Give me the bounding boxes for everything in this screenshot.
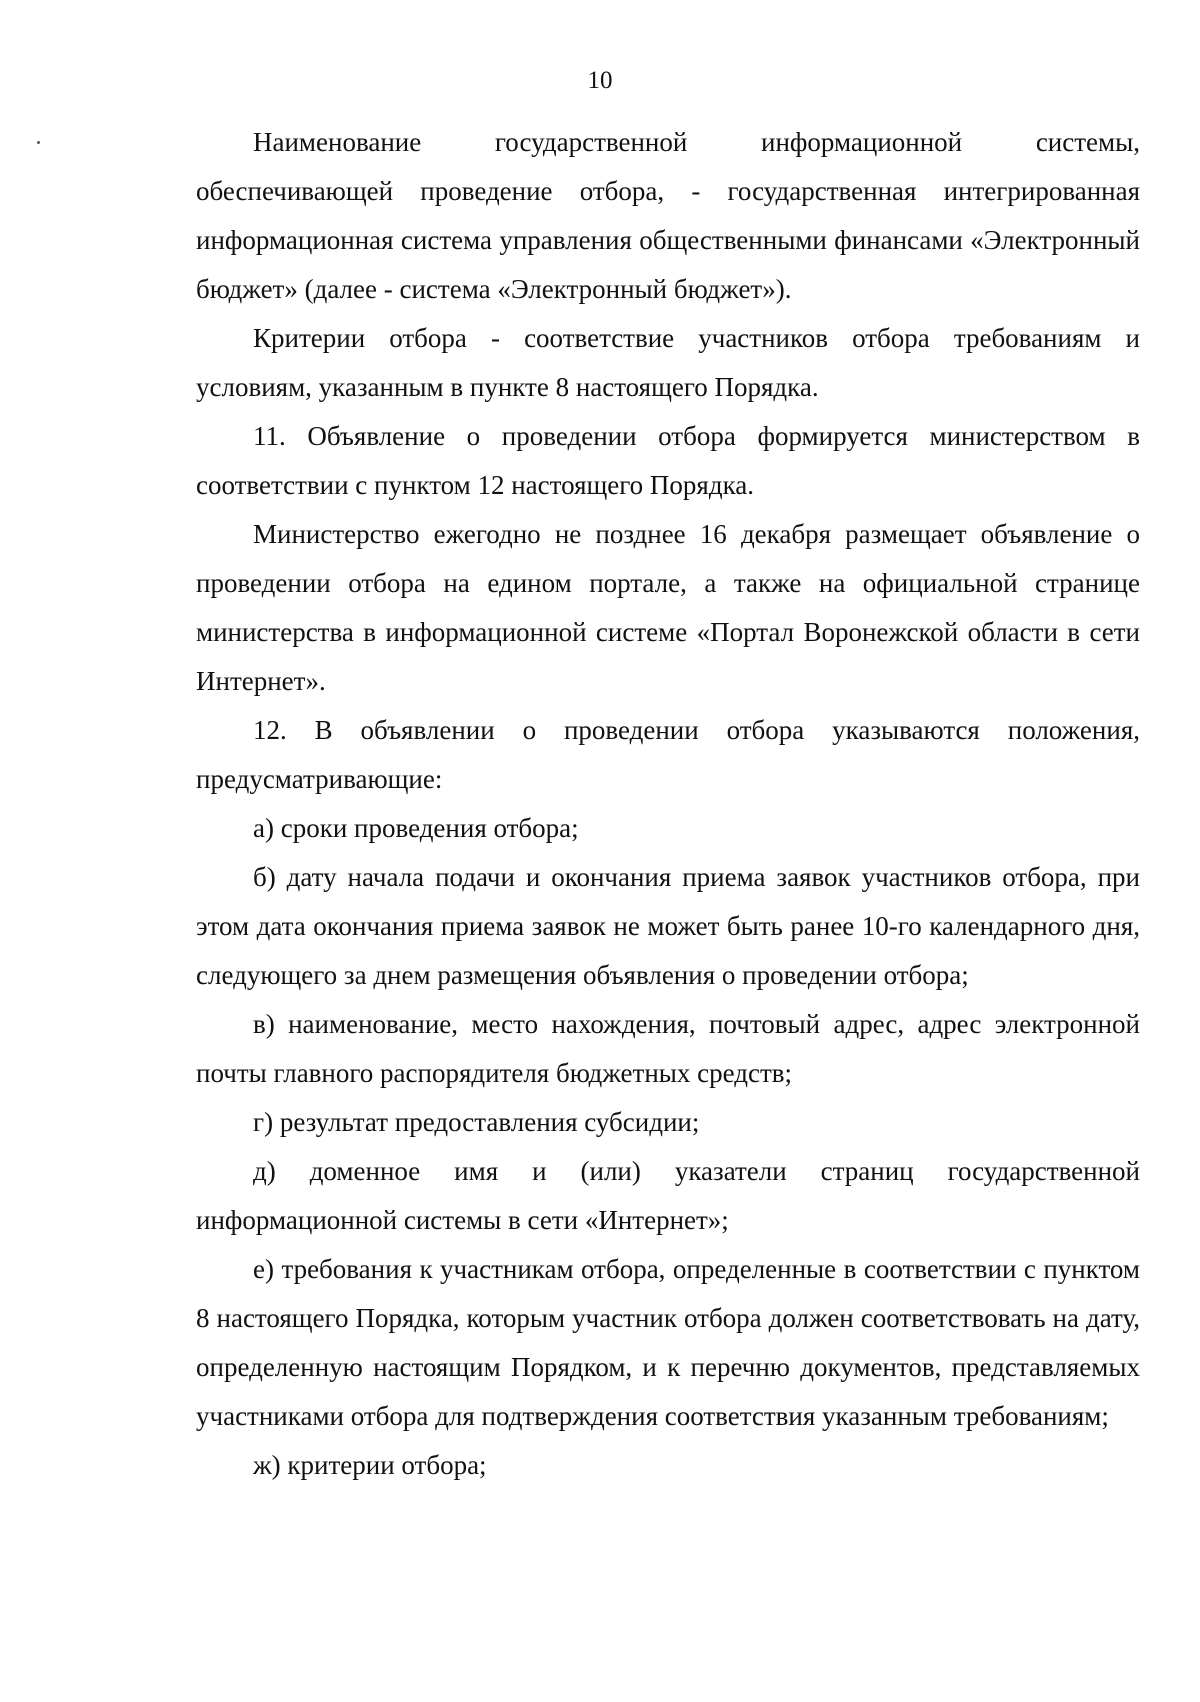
document-body <box>196 118 1140 1490</box>
list-item-b: б) дату начала подачи и окончания приема заявок участников отбора, при этом дата окончания приема заявок не может быть ранее 10-го календарного дня, следующего за днем размещения объявления о проведении отбора; <box>196 862 1140 990</box>
list-item-v: в) наименование, место нахождения, почтовый адрес, адрес электронной почты главного распорядителя бюджетных средств; <box>196 1009 1140 1088</box>
paragraph-item-11: 11. Объявление о проведении отбора формируется министерством в соответствии с пунктом 12 настоящего Порядка. <box>196 421 1140 500</box>
list-item-d: д) доменное имя и (или) указатели страниц государственной информационной системы в сети «Интернет»; <box>196 1156 1140 1235</box>
list-item-e: е) требования к участникам отбора, определенные в соответствии с пунктом 8 настоящего Порядка, которым участник отбора должен соответствовать на дату, определенную настоящим Порядком, и к перечню документов, представляемых участниками отбора для подтверждения соответствия указанным требованиям; <box>196 1254 1140 1431</box>
paragraph-item-12: 12. В объявлении о проведении отбора указываются положения, предусматривающие: <box>196 715 1140 794</box>
list-item-zh: ж) критерии отбора; <box>253 1450 487 1480</box>
paragraph-selection-criteria: Критерии отбора - соответствие участников отбора требованиям и условиям, указанным в пункте 8 настоящего Порядка. <box>196 323 1140 402</box>
page-number: 10 <box>587 67 613 94</box>
scan-speck <box>37 141 40 144</box>
paragraph-ministry-publication: Министерство ежегодно не позднее 16 декабря размещает объявление о проведении отбора на едином портале, а также на официальной странице министерства в информационной системе «Портал Воронежской области в сети Интернет». <box>196 519 1140 696</box>
list-item-g: г) результат предоставления субсидии; <box>253 1107 700 1137</box>
list-item-a: а) сроки проведения отбора; <box>253 813 579 843</box>
paragraph-system-name: Наименование государственной информационной системы, обеспечивающей проведение отбора, - государственная интегрированная информационная система управления общественными финансами «Электронный бюджет» (далее - система «Электронный бюджет»). <box>196 127 1140 304</box>
